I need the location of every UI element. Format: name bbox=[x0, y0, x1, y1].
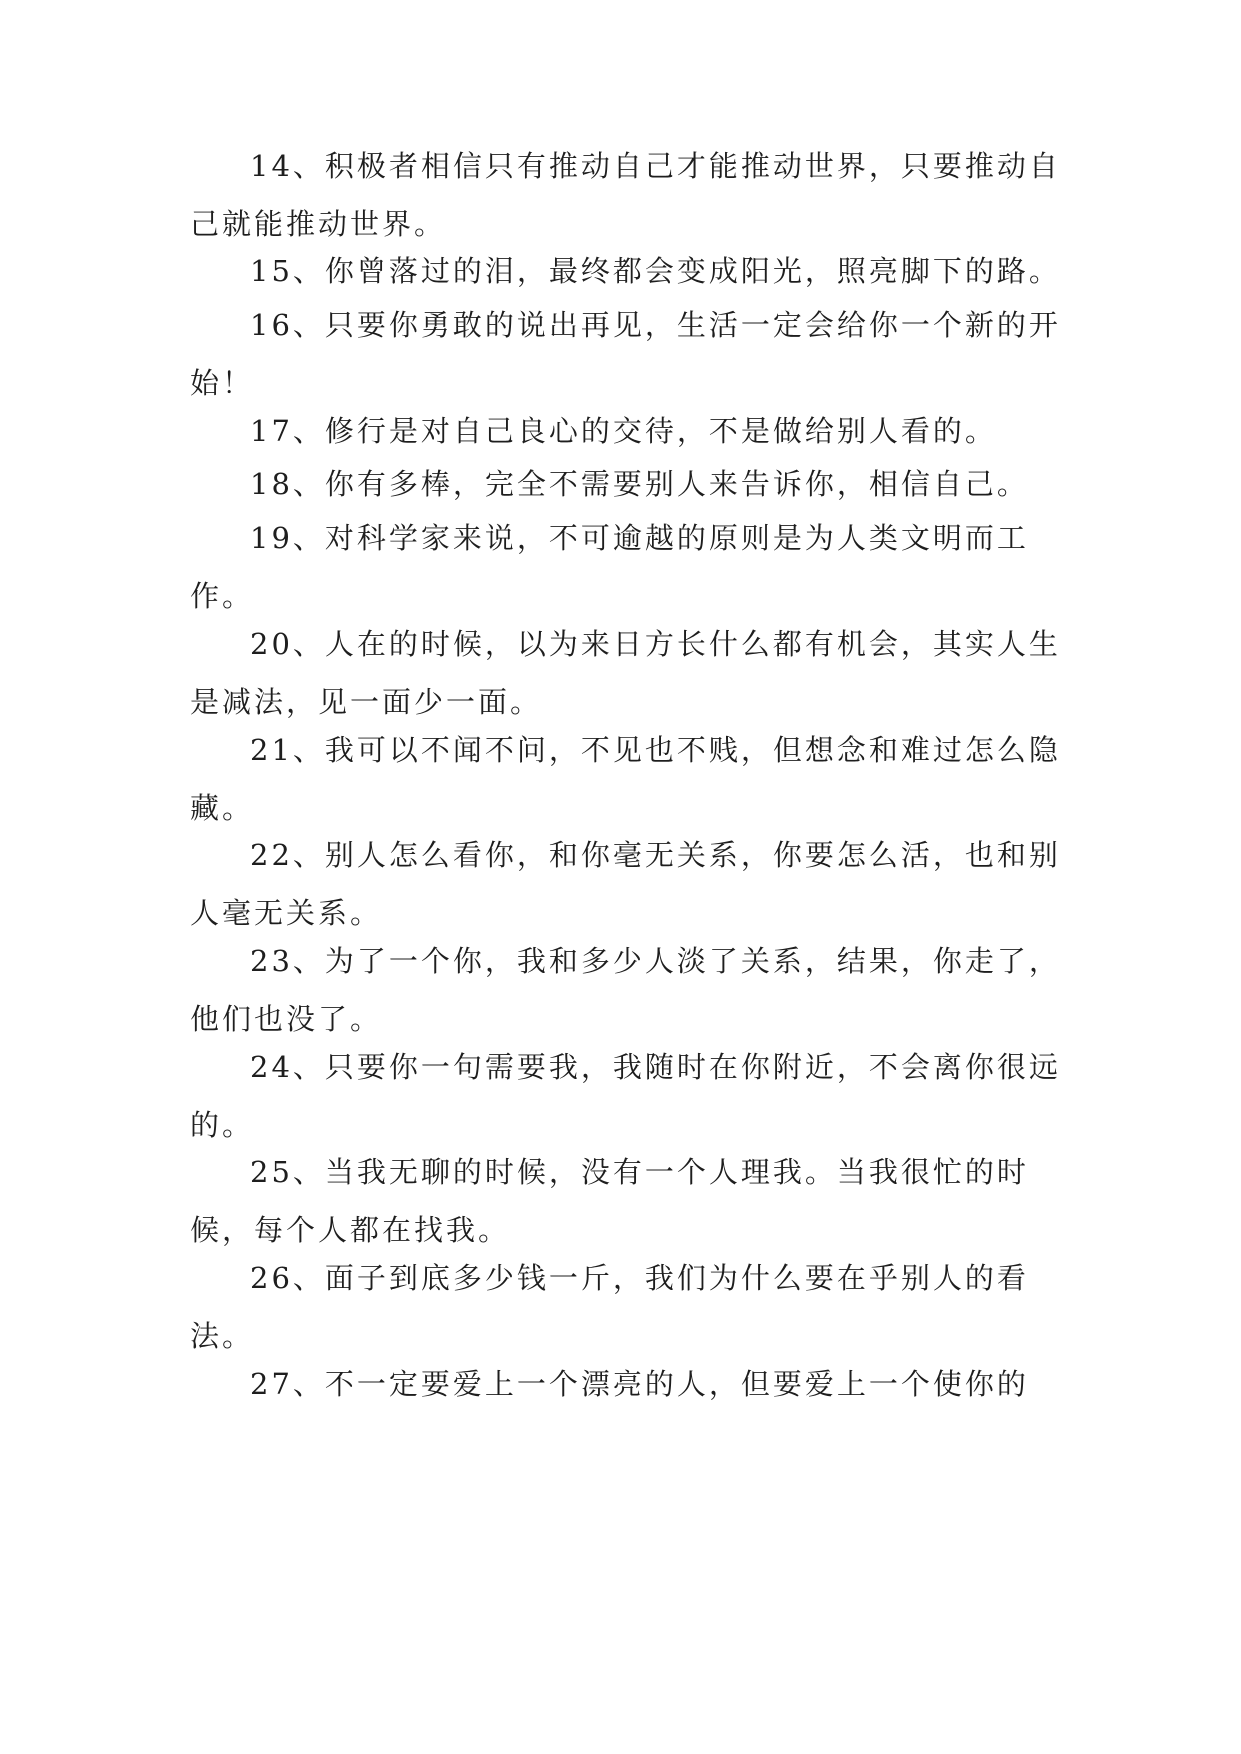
paragraph-24: 24、只要你一句需要我，我随时在你附近，不会离你很远的。 bbox=[190, 1050, 1061, 1142]
paragraph-20: 20、人在的时候，以为来日方长什么都有机会，其实人生是减法，见一面少一面。 bbox=[190, 627, 1061, 719]
paragraph-25: 25、当我无聊的时候，没有一个人理我。当我很忙的时候，每个人都在找我。 bbox=[190, 1155, 1029, 1247]
paragraph-23: 23、为了一个你，我和多少人淡了关系，结果，你走了，他们也没了。 bbox=[190, 944, 1061, 1036]
paragraph-14: 14、积极者相信只有推动自己才能推动世界，只要推动自己就能推动世界。 bbox=[190, 149, 1061, 241]
paragraph-15: 15、你曾落过的泪，最终都会变成阳光，照亮脚下的路。 bbox=[250, 254, 1061, 288]
paragraph-22: 22、别人怎么看你，和你毫无关系，你要怎么活，也和别人毫无关系。 bbox=[190, 838, 1061, 930]
paragraph-17: 17、修行是对自己良心的交待，不是做给别人看的。 bbox=[250, 414, 997, 448]
paragraph-26: 26、面子到底多少钱一斤，我们为什么要在乎别人的看法。 bbox=[190, 1261, 1029, 1353]
paragraph-16: 16、只要你勇敢的说出再见，生活一定会给你一个新的开始！ bbox=[190, 308, 1061, 400]
paragraph-21: 21、我可以不闻不问，不见也不贱，但想念和难过怎么隐藏。 bbox=[190, 733, 1061, 825]
paragraph-27: 27、不一定要爱上一个漂亮的人，但要爱上一个使你的 bbox=[250, 1367, 1029, 1401]
paragraph-18: 18、你有多棒，完全不需要别人来告诉你，相信自己。 bbox=[250, 467, 1029, 501]
paragraph-19: 19、对科学家来说，不可逾越的原则是为人类文明而工作。 bbox=[190, 521, 1029, 613]
